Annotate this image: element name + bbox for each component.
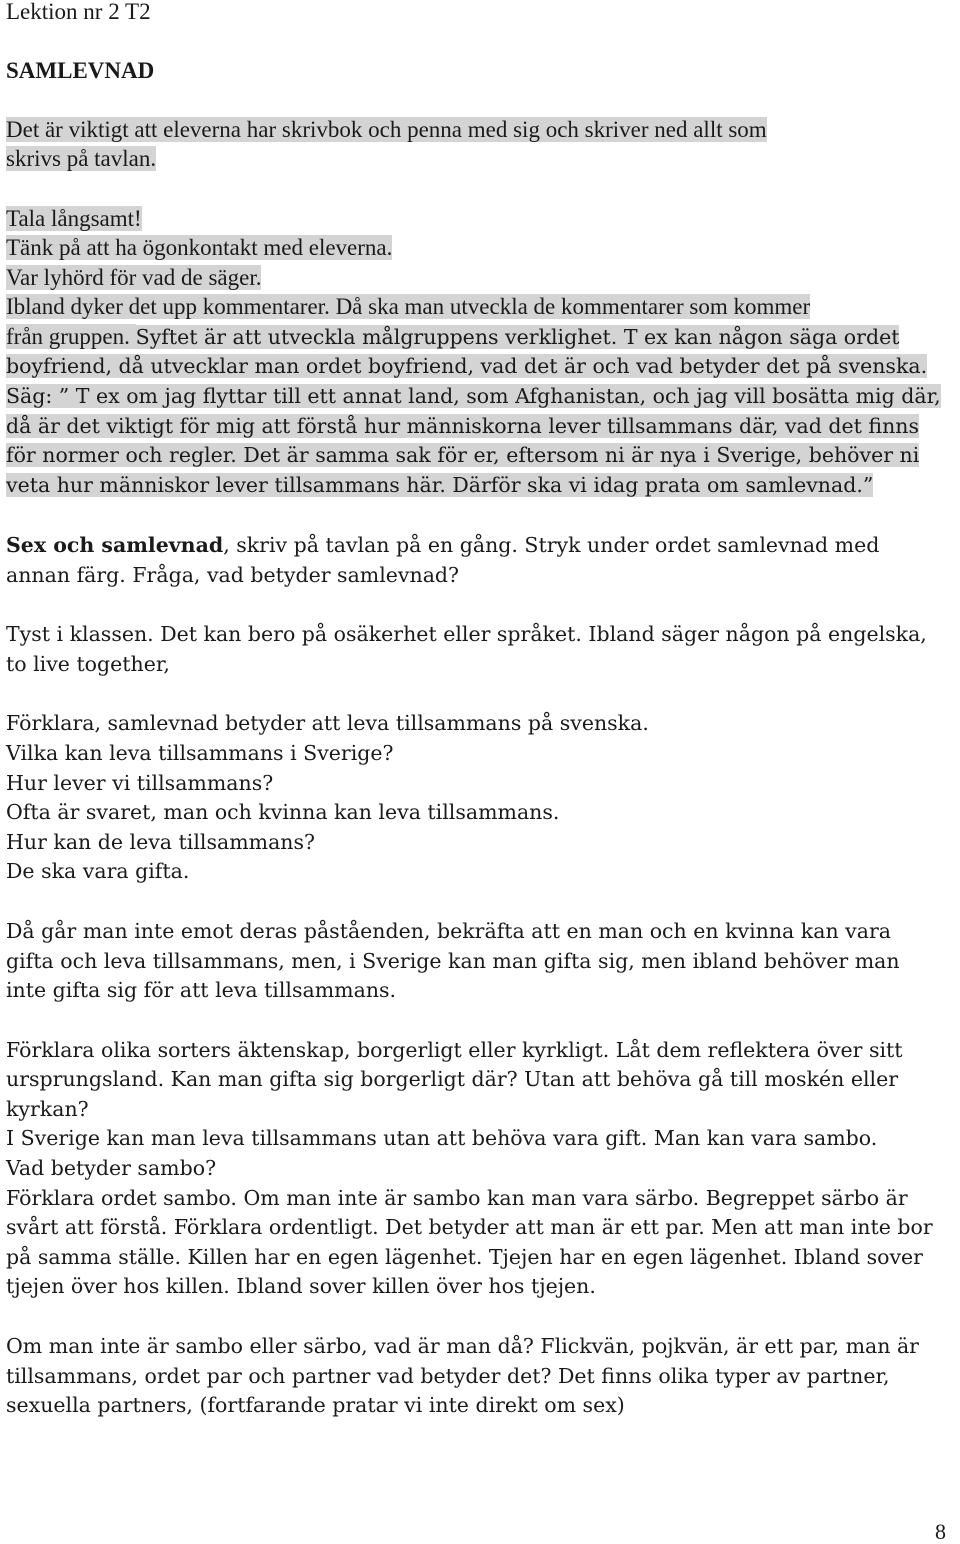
marriage-line: svårt att förstå. Förklara ordentligt. Det betyder att man är ett par. Men att man inte bor (6, 1215, 933, 1239)
tips-line: veta hur människor lever tillsammans här. Därför ska vi idag prata om samlevnad.” (6, 473, 874, 497)
intro-line: skrivs på tavlan. (6, 146, 157, 171)
marriage-line: Förklara ordet sambo. Om man inte är sambo kan man vara särbo. Begreppet särbo är (6, 1186, 908, 1210)
tips-line: Tala långsamt! (6, 206, 142, 231)
explain-line: De ska vara gifta. (6, 859, 190, 883)
confirm-line: Då går man inte emot deras påståenden, bekräfta att en man och en kvinna kan vara (6, 919, 891, 943)
marriage-line: ursprungsland. Kan man gifta sig borgerligt där? Utan att behöva gå till moskén eller (6, 1067, 899, 1091)
marriage-line: kyrkan? (6, 1097, 89, 1121)
tips-line: Tänk på att ha ögonkontakt med eleverna. (6, 235, 393, 260)
marriage-line: Vad betyder sambo? (6, 1156, 217, 1180)
page-title: SAMLEVNAD (6, 58, 155, 83)
tips-line: Syftet är att utveckla målgruppens verklighet. T ex kan någon säga ordet (135, 325, 900, 349)
tips-line: för normer och regler. Det är samma sak för er, eftersom ni är nya i Sverige, behöver ni (6, 443, 920, 467)
lesson-label: Lektion nr 2 T2 (6, 0, 151, 24)
partner-line: sexuella partners, (fortfarande pratar vi inte direkt om sex) (6, 1393, 625, 1417)
tips-line: från gruppen. (6, 324, 136, 349)
explain-line: Ofta är svaret, man och kvinna kan leva tillsammans. (6, 800, 560, 824)
marriage-line: tjejen över hos killen. Ibland sover killen över hos tjejen. (6, 1274, 596, 1298)
sex-bold-term: Sex och samlevnad (6, 533, 224, 557)
tips-line: boyfriend, då utvecklar man ordet boyfriend, vad det är och vad betyder det på svenska. (6, 354, 928, 378)
partner-line: tillsammans, ordet par och partner vad betyder det? Det finns olika typer av partner, (6, 1364, 890, 1388)
tyst-line: Tyst i klassen. Det kan bero på osäkerhet eller språket. Ibland säger någon på engelska, (6, 622, 927, 646)
intro-line: Det är viktigt att eleverna har skrivbok och penna med sig och skriver ned allt som (6, 117, 767, 142)
confirm-line: gifta och leva tillsammans, men, i Sverige kan man gifta sig, men ibland behöver man (6, 949, 900, 973)
partner-line: Om man inte är sambo eller särbo, vad är man då? Flickvän, pojkvän, är ett par, man är (6, 1334, 919, 1358)
tyst-line: to live together, (6, 652, 170, 676)
explain-line: Hur kan de leva tillsammans? (6, 830, 316, 854)
tips-line: då är det viktigt för mig att förstå hur människorna lever tillsammans där, vad det finns (6, 414, 920, 438)
tips-line: Var lyhörd för vad de säger. (6, 265, 262, 290)
explain-line: Vilka kan leva tillsammans i Sverige? (6, 741, 394, 765)
marriage-line: I Sverige kan man leva tillsammans utan att behöva vara gift. Man kan vara sambo. (6, 1126, 878, 1150)
page-number: 8 (935, 1519, 946, 1544)
explain-line: Hur lever vi tillsammans? (6, 771, 274, 795)
tips-line: Säg: ” T ex om jag flyttar till ett annat land, som Afghanistan, och jag vill bosätta mig där, (6, 384, 941, 408)
marriage-line: Förklara olika sorters äktenskap, borgerligt eller kyrkligt. Låt dem reflektera över sitt (6, 1038, 903, 1062)
confirm-line: inte gifta sig för att leva tillsammans. (6, 978, 397, 1002)
explain-line: Förklara, samlevnad betyder att leva tillsammans på svenska. (6, 711, 649, 735)
marriage-line: på samma ställe. Killen har en egen lägenhet. Tjejen har en egen lägenhet. Ibland sover (6, 1245, 923, 1269)
sex-line: , skriv på tavlan på en gång. Stryk under ordet samlevnad med (223, 533, 880, 557)
sex-line: annan färg. Fråga, vad betyder samlevnad? (6, 563, 460, 587)
tips-line: Ibland dyker det upp kommentarer. Då ska man utveckla de kommentarer som kommer (6, 294, 811, 319)
